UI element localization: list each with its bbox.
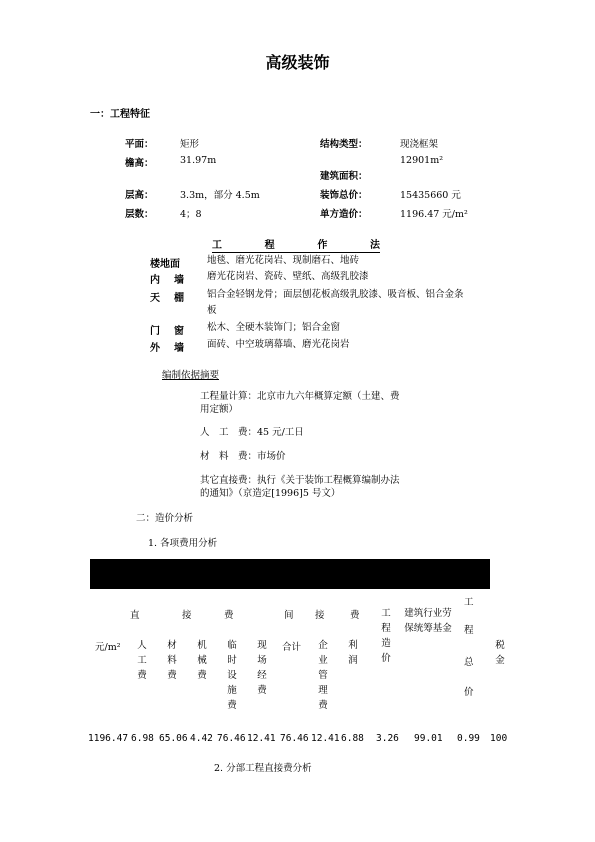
- group-direct-char: 费: [224, 610, 234, 621]
- table-cell: 76.46: [217, 733, 246, 744]
- group-indirect-char: 间: [284, 610, 294, 621]
- group-indirect-char: 接: [315, 610, 325, 621]
- col-management: 企业管理费: [318, 640, 328, 711]
- unit-cost-label: 单方造价：: [320, 209, 368, 220]
- col-material: 材料费: [167, 640, 177, 681]
- col-temp-facility: 临时设施费: [227, 640, 237, 711]
- area-label: 建筑面积：: [320, 171, 368, 182]
- structure-label: 结构类型：: [320, 139, 368, 150]
- method-label-text: 楼地面: [150, 259, 180, 270]
- table-cell: 4.42: [190, 733, 213, 744]
- total-price-value: 15435660 元: [400, 190, 461, 201]
- unit-cost-value: 1196.47 元/m²: [400, 209, 468, 220]
- method-label-ceiling: [150, 289, 184, 304]
- section-heading-features: 一：工程特征: [90, 109, 150, 120]
- group-direct-char: 直: [130, 610, 140, 621]
- table-cell: 100: [490, 733, 508, 744]
- method-label-text: 外: [150, 343, 160, 354]
- col-total-char: 价: [464, 687, 474, 698]
- col-total-char: 工: [464, 597, 474, 608]
- basis-quantity: 工程量计算：北京市九六年概算定额（土建、费用定额）: [200, 391, 400, 415]
- area-value: 12901m²: [400, 155, 444, 166]
- method-label-text: 门: [150, 326, 160, 337]
- col-insurance-fund: 建筑行业劳保统筹基金: [404, 608, 452, 634]
- structure-value: 现浇框架: [400, 139, 439, 150]
- col-total-char: 程: [464, 625, 474, 636]
- method-title-char: 作: [317, 240, 328, 251]
- basis-labor: 人 工 费：45 元/工日: [200, 427, 304, 438]
- method-label-text: 窗: [174, 326, 184, 337]
- eave-height-label: 檐高：: [125, 158, 154, 169]
- col-tax: 税金: [495, 640, 505, 666]
- col-construction-cost: 工程造价: [381, 608, 391, 664]
- basis-other: 其它直接费：执行《关于装饰工程概算编制办法的通知》（京造定[1996]5 号文）: [200, 475, 400, 499]
- table-cell: 6.98: [131, 733, 154, 744]
- group-indirect-char: 费: [350, 610, 360, 621]
- table-cell: 12.41: [311, 733, 340, 744]
- method-value-floor: 地毯、磨光花岗岩、现制磨石、地砖: [207, 255, 360, 266]
- floor-height-label: 层高：: [125, 190, 154, 201]
- plane-label: 平面：: [125, 139, 154, 150]
- section-heading-cost: 二：造价分析: [136, 513, 194, 524]
- table-cell: 99.01: [414, 733, 443, 744]
- table-cell: 76.46: [280, 733, 309, 744]
- method-label-doors-windows: [150, 322, 184, 337]
- method-label-outer-wall: [150, 339, 184, 354]
- col-machine: 机械费: [197, 640, 207, 681]
- method-label-text: 内: [150, 275, 160, 286]
- method-title-char: 工: [212, 240, 222, 251]
- subheading-division-direct-cost: 2. 分部工程直接费分析: [214, 763, 312, 774]
- table-cell: 3.26: [376, 733, 399, 744]
- col-site-fee: 现场经费: [257, 640, 267, 696]
- method-label-floor: [150, 255, 184, 270]
- method-title-char: 法: [369, 240, 380, 251]
- method-label-text: 墙: [174, 343, 184, 354]
- group-direct-char: 接: [182, 610, 192, 621]
- basis-material: 材 料 费：市场价: [200, 451, 286, 462]
- table-cell: 65.06: [159, 733, 188, 744]
- page-title: 高级装饰: [265, 53, 330, 72]
- table-cell: 6.88: [341, 733, 364, 744]
- method-value-ceiling: 铝合金轻钢龙骨；面层刨花板高级乳胶漆、吸音板、铝合金条板: [207, 289, 464, 316]
- method-label-text: 墙: [174, 275, 184, 286]
- table-cell: 12.41: [247, 733, 276, 744]
- method-label-text: 棚: [174, 293, 184, 304]
- subheading-cost-items: 1. 各项费用分析: [148, 538, 218, 549]
- method-label-inner-wall: [150, 271, 184, 286]
- col-labor: 人工费: [137, 640, 147, 681]
- basis-title: 编制依据摘要: [162, 370, 220, 381]
- col-subtotal: 合计: [282, 642, 302, 653]
- table-cell: 1196.47: [88, 733, 129, 744]
- method-title: [212, 236, 380, 253]
- total-price-label: 装饰总价：: [320, 190, 368, 201]
- col-total-char: 总: [464, 657, 474, 668]
- method-title-char: 程: [264, 240, 275, 251]
- floors-value: 4；8: [180, 209, 202, 220]
- floors-label: 层数：: [125, 209, 154, 220]
- method-value-inner-wall: 磨光花岗岩、瓷砖、壁纸、高级乳胶漆: [207, 271, 369, 282]
- method-label-text: 天: [150, 293, 160, 304]
- method-value-outer-wall: 面砖、中空玻璃幕墙、磨光花岗岩: [207, 339, 350, 350]
- eave-height-value: 31.97m: [180, 155, 217, 166]
- col-profit: 利润: [348, 640, 358, 666]
- table-cell: 0.99: [457, 733, 480, 744]
- floor-height-value: 3.3m，部分 4.5m: [180, 190, 260, 201]
- method-value-doors-windows: 松木、全硬木装饰门；铝合金窗: [207, 322, 341, 333]
- col-unit: 元/m²: [95, 642, 121, 653]
- plane-value: 矩形: [180, 139, 200, 150]
- table-header-title: 单方工程费用装饰工程总价 %: [223, 579, 357, 590]
